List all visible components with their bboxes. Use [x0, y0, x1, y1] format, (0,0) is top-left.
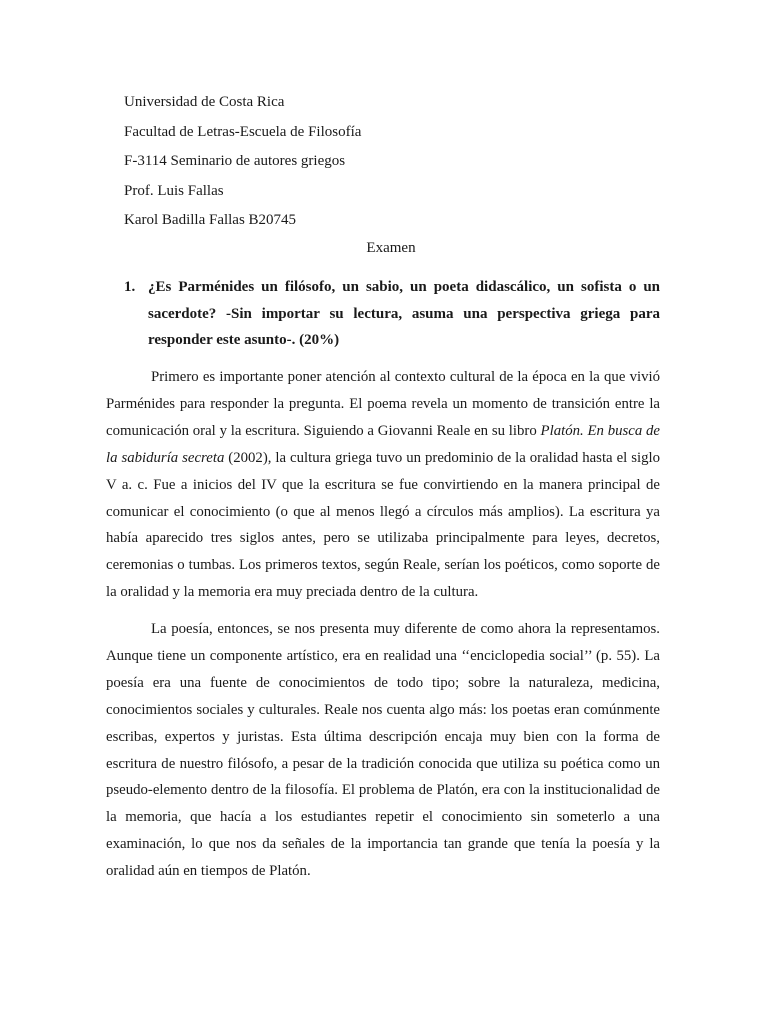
- book-title: Platón. En busca de la sabiduría secreta: [106, 422, 660, 466]
- paragraph-1-text-end: (2002), la cultura griega tuvo un predominio de la oralidad hasta el siglo V a. c. Fue a inicios del IV que la escritura se fue convirtiendo en la manera principal de comunicar el conocimiento (o que al menos llegó a círculos más amplios). La escritura ya había aparecido tres siglos antes, pero se utilizaba principalmente para leyes, decretos, ceremonias o tumbas. Los primeros textos, según Reale, serían los poéticos, como soporte de la oralidad y la memoria era muy preciada dentro de la cultura.: [106, 449, 660, 601]
- professor-name: Prof. Luis Fallas: [124, 182, 224, 199]
- paragraph-1-text-start: Primero es importante poner atención al contexto cultural de la época en la que vivió Parménides para responder la pregunta. El poema revela un momento de transición entre la comunicación oral y la escritura. Siguiendo a Giovanni Reale en su libro: [106, 369, 660, 439]
- university-name: Universidad de Costa Rica: [124, 94, 285, 110]
- exam-question: [124, 274, 660, 354]
- faculty-name: Facultad de Letras-Escuela de Filosofía: [124, 123, 362, 140]
- document-header: [124, 88, 664, 236]
- paragraph-1: [106, 364, 660, 606]
- student-name: Karol Badilla Fallas B20745: [124, 212, 297, 228]
- document-title: Examen: [366, 240, 416, 256]
- course-name: F-3114 Seminario de autores griegos: [124, 153, 346, 169]
- question-text: ¿Es Parménides un filósofo, un sabio, un poeta didascálico, un sofista o un sacerdote? -Sin importar su lectura, asuma una perspectiva griega para responder este asunto-. (20%): [148, 279, 660, 348]
- paragraph-2: La poesía, entonces, se nos presenta muy diferente de como ahora la representamos. Aunque tiene un componente artístico, era en realidad una ‘‘enciclopedia social’’ (p. 55). La poesía era una fuente de conocimientos de todo tipo; sobre la naturaleza, medicina, conocimientos sociales y culturales. Reale nos cuenta algo más: los poetas eran comúnmente escribas, expertos y juristas. Esta última descripción encaja muy bien con la forma de escritura de nuestro filósofo, a pesar de la tradición conocida que utiliza su poética como un pseudo-elemento dentro de la filosofía. El problema de Platón, era con la institucionalidad de la memoria, que hacía a los estudiantes repetir el conocimiento sin someterlo a una examinación, lo que nos da señales de la importancia tan grande que tenía la poesía y la oralidad aún en tiempos de Platón.: [106, 621, 660, 880]
- question-number: 1.: [124, 279, 136, 295]
